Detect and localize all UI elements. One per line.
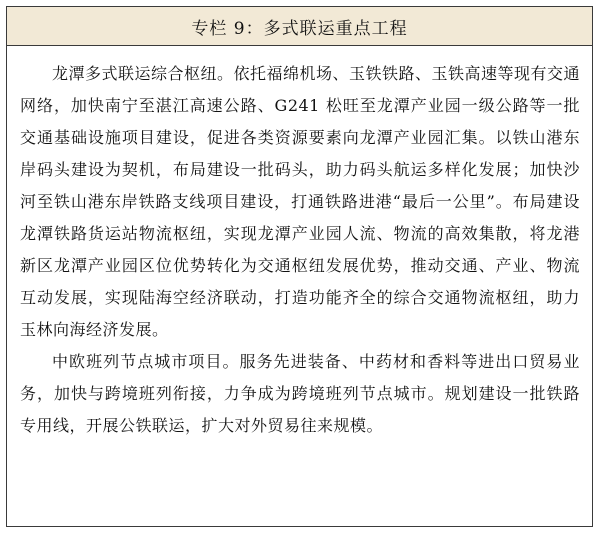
box-title: 专栏 9：多式联运重点工程 [191, 18, 408, 39]
paragraph-china-europe-railway: 中欧班列节点城市项目。服务先进装备、中药材和香料等进出口贸易业务，加快与跨境班列衔接，力争成为跨境班列节点城市。规划建设一批铁路专用线，开展公铁联运，扩大对外贸易往来规模。 [20, 352, 580, 435]
paragraph-longtan-hub: 龙潭多式联运综合枢纽。依托福绵机场、玉铁铁路、玉铁高速等现有交通网络，加快南宁至湛江高速公路、G241 松旺至龙潭产业园一级公路等一批交通基础设施项目建设，促进各类资源要素向龙潭产业园汇集。以铁山港东岸码头建设为契机，布局建设一批码头，助力码头航运多样化发展；加快沙河至铁山港东岸铁路支线项目建设，打通铁路进港“最后一公里”。布局建设龙潭铁路货运站物流枢纽，实现龙潭产业园人流、物流的高效集散，将龙港新区龙潭产业园区位优势转化为交通枢纽发展优势，推动交通、产业、物流互动发展，实现陆海空经济联动，打造功能齐全的综合交通物流枢纽，助力玉林向海经济发展。 [20, 64, 581, 339]
feature-box [6, 6, 593, 527]
box-title-bar [7, 7, 592, 46]
box-body [7, 46, 592, 442]
